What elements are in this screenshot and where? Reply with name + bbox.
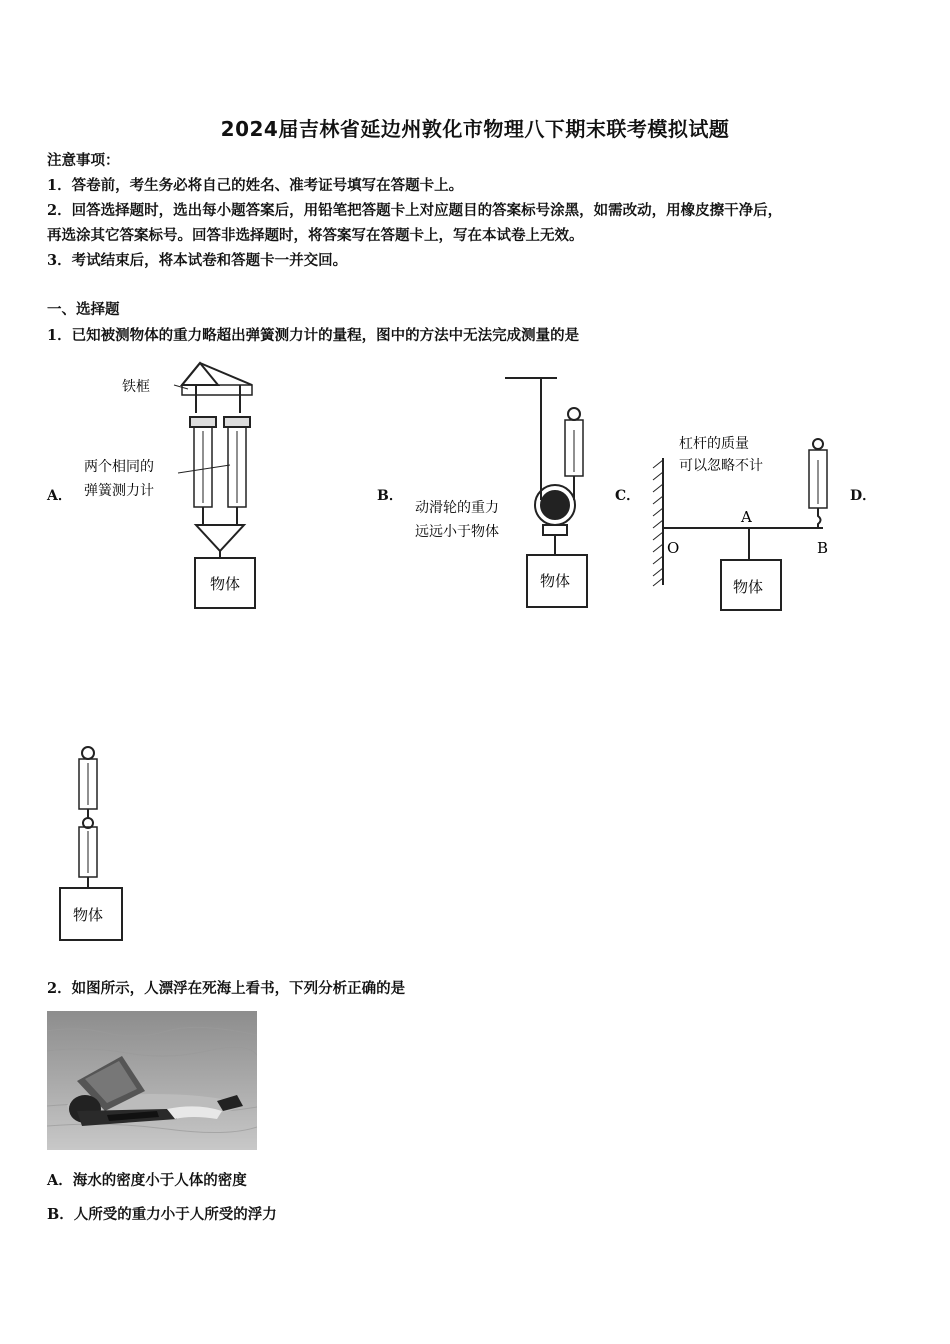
fig-c-object-label: 物体	[733, 578, 764, 596]
fig-d-object-label: 物体	[73, 906, 104, 924]
fig-a-springs-label-1: 两个相同的	[84, 459, 154, 475]
floating-person-photo	[47, 1011, 257, 1150]
q2-option-b[interactable]: B．人所受的重力小于人所受的浮力	[47, 1206, 277, 1223]
fig-b-object-label: 物体	[540, 572, 571, 590]
question-1-stem: 1．已知被测物体的重力略超出弹簧测力计的量程，图中的方法中无法完成测量的是	[47, 327, 580, 344]
q1-option-b-label[interactable]: B．	[377, 488, 403, 504]
notice-item: 1．答卷前，考生务必将自己的姓名、准考证号填写在答题卡上。	[47, 177, 464, 194]
fig-a-object-label: 物体	[210, 575, 241, 593]
fig-c-point-a-label: A	[741, 508, 752, 526]
q1-option-c-label[interactable]: C．	[615, 488, 641, 504]
fig-a-frame-label: 铁框	[122, 379, 150, 395]
fig-c-note-1: 杠杆的质量	[679, 436, 749, 452]
fig-c-note-2: 可以忽略不计	[679, 458, 763, 474]
fig-a-springs-label-2: 弹簧测力计	[84, 483, 154, 499]
q1-option-a-label[interactable]: A．	[47, 488, 72, 504]
fig-b-note-2: 远远小于物体	[415, 524, 499, 540]
notice-item: 2．回答选择题时，选出每小题答案后，用铅笔把答题卡上对应题目的答案标号涂黑，如需改动，用橡皮擦干净后，	[47, 202, 783, 219]
notice-item: 3．考试结束后，将本试卷和答题卡一并交回。	[47, 252, 348, 269]
notice-heading: 注意事项：	[47, 152, 120, 169]
figure-d	[55, 745, 145, 945]
figure-a	[70, 355, 270, 615]
fig-b-note-1: 动滑轮的重力	[415, 500, 499, 516]
notice-item: 再选涂其它答案标号。回答非选择题时，将答案写在答题卡上，写在本试卷上无效。	[47, 227, 584, 244]
fig-c-point-b-label: B	[817, 539, 829, 557]
figure-b	[405, 370, 605, 615]
fig-c-pivot-label: O	[667, 539, 680, 557]
q2-option-a[interactable]: A．海水的密度小于人体的密度	[47, 1172, 247, 1189]
q1-option-d-label[interactable]: D．	[850, 488, 877, 504]
figure-c	[645, 420, 845, 620]
page-title: 2024届吉林省延边州敦化市物理八下期末联考模拟试题	[220, 117, 730, 141]
question-2-stem: 2．如图所示，人漂浮在死海上看书，下列分析正确的是	[47, 980, 406, 997]
section-heading: 一、选择题	[47, 301, 120, 318]
